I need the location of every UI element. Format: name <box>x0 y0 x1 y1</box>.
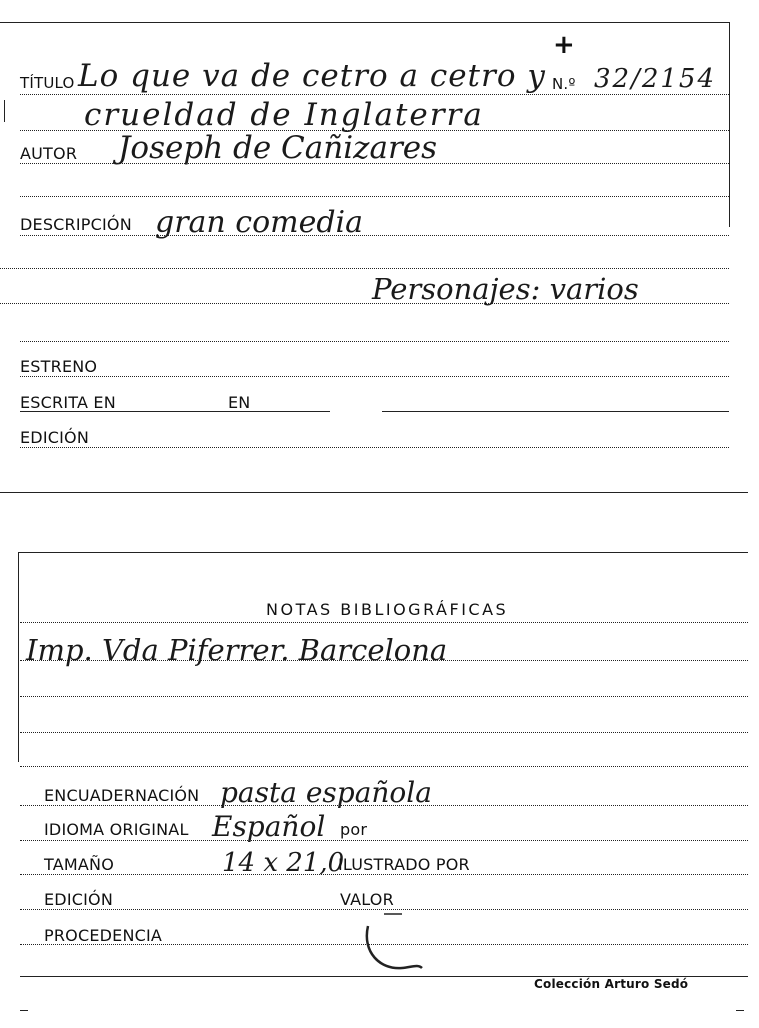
notas-line-2 <box>20 660 748 661</box>
por-label: por <box>340 820 368 839</box>
descripcion-line <box>20 235 729 236</box>
notas-line-1 <box>20 622 748 623</box>
titulo-line <box>20 94 729 95</box>
ilustrado-label: ILUSTRADO POR <box>338 855 470 874</box>
blank-line-4 <box>20 341 729 342</box>
titulo-value-line1: Lo que va de cetro a cetro y <box>78 58 546 94</box>
blank-line-2 <box>0 268 729 269</box>
titulo-value-line2: crueldad de Inglaterra <box>84 97 484 133</box>
idioma-line <box>20 840 748 841</box>
estreno-label: ESTRENO <box>20 357 98 376</box>
titulo-label: TÍTULO <box>20 74 75 92</box>
edicion-label-top: EDICIÓN <box>20 428 90 447</box>
bottom-tick-right <box>736 1010 744 1011</box>
numero-label: N.º <box>552 75 576 93</box>
edicion-line-top <box>20 447 729 448</box>
notas-value: Imp. Vda Piferrer. Barcelona <box>26 633 448 667</box>
top-card-right-border <box>729 22 730 227</box>
autor-label: AUTOR <box>20 144 78 163</box>
encuadernacion-line <box>20 805 748 806</box>
notas-line-4 <box>20 732 748 733</box>
edicion-label-bottom: EDICIÓN <box>44 890 114 909</box>
autor-value: Joseph de Cañizares <box>118 130 438 166</box>
estreno-line <box>20 376 729 377</box>
blank-line-1 <box>20 196 729 197</box>
bottom-card-left-border <box>18 552 19 762</box>
escrita-en-label: ESCRITA EN <box>20 393 116 412</box>
procedencia-label: PROCEDENCIA <box>44 926 163 945</box>
tamano-label: TAMAÑO <box>44 855 114 874</box>
tamano-line <box>20 874 748 875</box>
top-card-left-mark <box>4 100 5 122</box>
top-card-top-border <box>0 22 730 23</box>
edicion-line-bottom <box>20 909 748 910</box>
idioma-value: Español <box>212 810 326 843</box>
autor-line <box>20 163 729 164</box>
coleccion-label: Colección Arturo Sedó <box>534 977 689 991</box>
bottom-card-top-border <box>18 552 748 553</box>
bottom-tick-left <box>20 1010 28 1011</box>
descripcion-value: gran comedia <box>155 205 364 240</box>
notas-title: NOTAS BIBLIOGRÁFICAS <box>266 600 509 619</box>
blank-line-3 <box>0 303 729 304</box>
numero-value: 32/2154 <box>594 64 717 94</box>
card-divider <box>0 492 748 493</box>
personajes-value: Personajes: varios <box>372 272 639 306</box>
pencil-mark <box>360 912 430 978</box>
tamano-value: 14 x 21,0 <box>222 848 345 878</box>
en-line <box>382 411 729 412</box>
encuadernacion-label: ENCUADERNACIÓN <box>44 786 200 805</box>
idioma-label: IDIOMA ORIGINAL <box>44 820 189 839</box>
valor-label: VALOR <box>340 890 394 909</box>
notas-line-5 <box>20 766 748 767</box>
encuadernacion-value: pasta española <box>220 776 432 809</box>
notas-line-3 <box>20 696 748 697</box>
en-label: EN <box>228 393 251 412</box>
escrita-en-line <box>20 411 330 412</box>
cross-mark: + <box>553 30 575 60</box>
descripcion-label: DESCRIPCIÓN <box>20 215 132 234</box>
